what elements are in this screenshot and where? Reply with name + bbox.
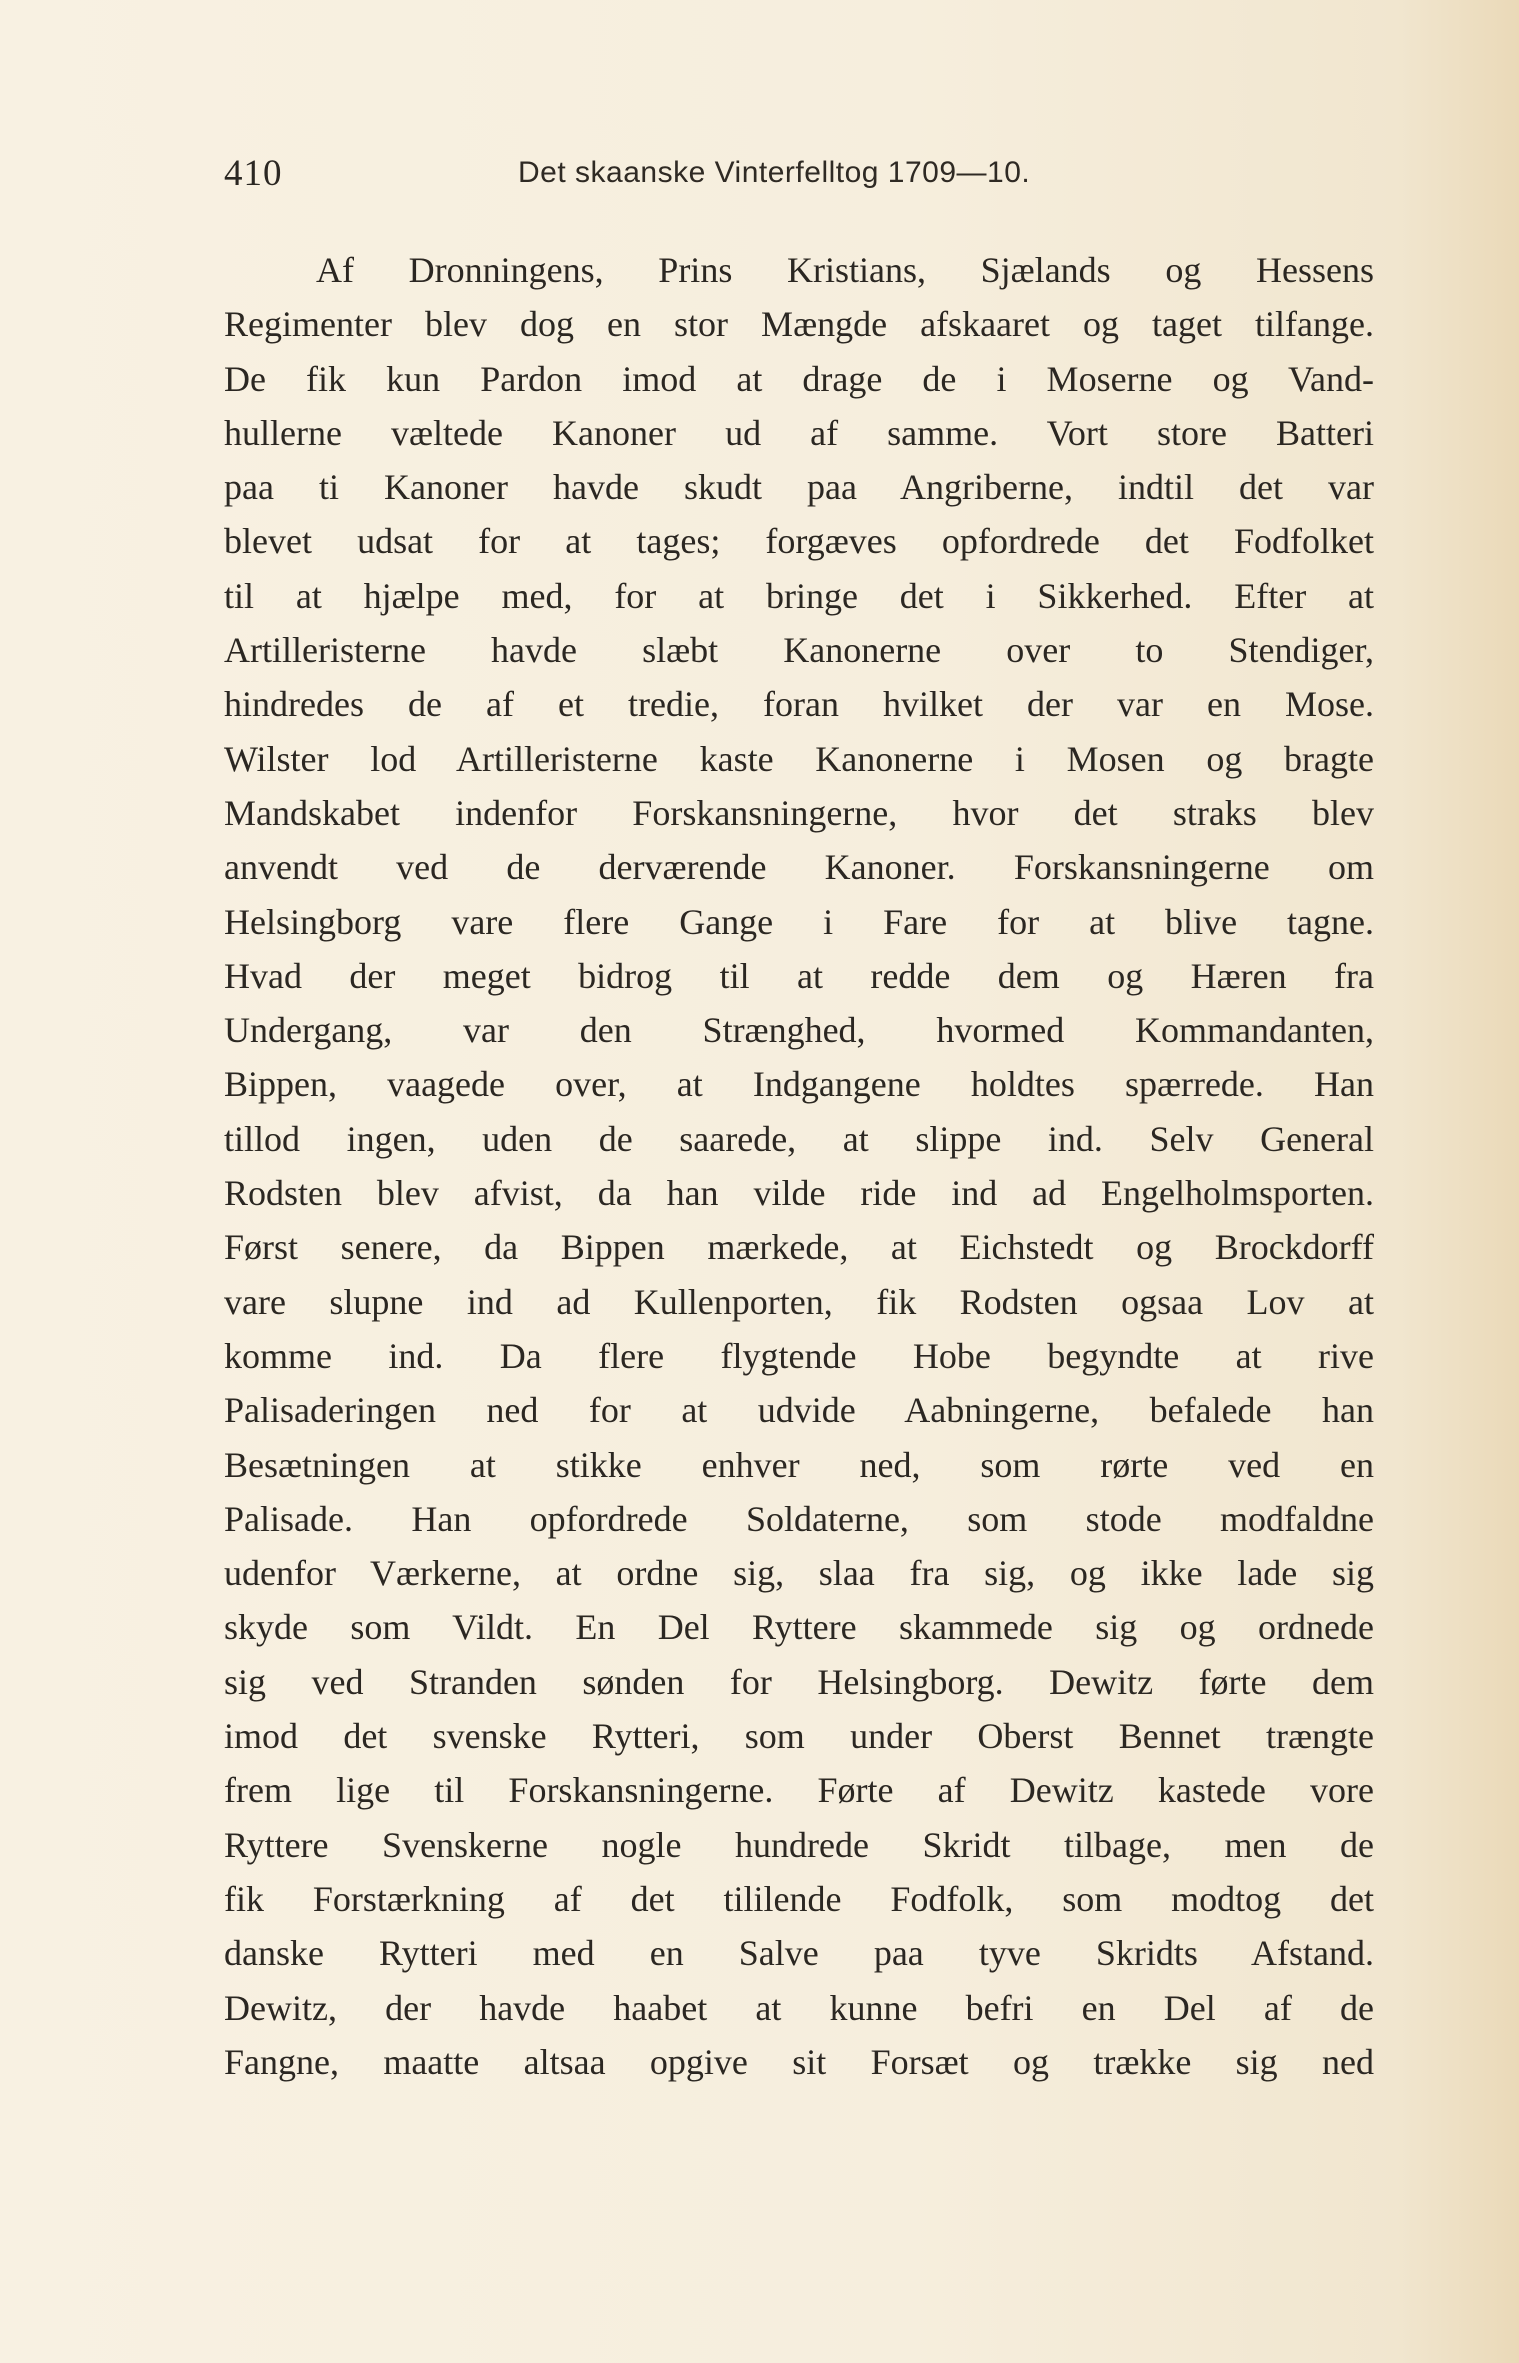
text-line: frem lige til Forskansningerne. Førte af Dewitz kastede vore: [224, 1770, 1374, 1811]
running-title: Det skaanske Vinterfelltog 1709—10.: [518, 156, 1031, 189]
text-line: Undergang, var den Strænghed, hvormed Kommandanten,: [224, 1010, 1374, 1051]
text-line: Besætningen at stikke enhver ned, som rørte ved en: [224, 1444, 1374, 1485]
text-line: Hvad der meget bidrog til at redde dem og Hæren fra: [224, 955, 1374, 996]
text-line: Fangne, maatte altsaa opgive sit Forsæt og trække sig ned: [224, 2041, 1374, 2082]
text-line: De fik kun Pardon imod at drage de i Moserne og Vand-: [224, 358, 1374, 399]
text-line: anvendt ved de derværende Kanoner. Forskansningerne om: [224, 847, 1374, 888]
text-line: skyde som Vildt. En Del Ryttere skammede sig og ordnede: [224, 1607, 1374, 1648]
page-header: [224, 148, 1384, 200]
text-line: Først senere, da Bippen mærkede, at Eichstedt og Brockdorff: [224, 1227, 1374, 1268]
text-line: Artilleristerne havde slæbt Kanonerne over to Stendiger,: [224, 630, 1374, 671]
text-line: Mandskabet indenfor Forskansningerne, hvor det straks blev: [224, 792, 1374, 833]
text-line: paa ti Kanoner havde skudt paa Angriberne, indtil det var: [224, 467, 1374, 508]
text-line: danske Rytteri med en Salve paa tyve Skridts Afstand.: [224, 1933, 1374, 1974]
text-line: blevet udsat for at tages; forgæves opfordrede det Fodfolket: [224, 521, 1374, 562]
text-line: Regimenter blev dog en stor Mængde afskaaret og taget tilfange.: [224, 304, 1374, 345]
text-line: hullerne væltede Kanoner ud af samme. Vort store Batteri: [224, 412, 1374, 453]
page-number: 410: [224, 153, 283, 194]
text-line: fik Forstærkning af det tililende Fodfolk, som modtog det: [224, 1878, 1374, 1919]
text-line: Rodsten blev afvist, da han vilde ride ind ad Engelholmsporten.: [224, 1173, 1374, 1214]
text-line: tillod ingen, uden de saarede, at slippe ind. Selv General: [224, 1118, 1374, 1159]
text-line: Dewitz, der havde haabet at kunne befri en Del af de: [224, 1987, 1374, 2028]
text-line: Bippen, vaagede over, at Indgangene holdtes spærrede. Han: [224, 1064, 1374, 1105]
text-line: imod det svenske Rytteri, som under Oberst Bennet trængte: [224, 1716, 1374, 1757]
text-line: sig ved Stranden sønden for Helsingborg. Dewitz førte dem: [224, 1661, 1374, 1702]
text-line: komme ind. Da flere flygtende Hobe begyndte at rive: [224, 1335, 1374, 1376]
text-line: til at hjælpe med, for at bringe det i Sikkerhed. Efter at: [224, 575, 1374, 616]
text-line: Wilster lod Artilleristerne kaste Kanonerne i Mosen og bragte: [224, 738, 1374, 779]
body-text: [224, 243, 1374, 2089]
text-line: Helsingborg vare flere Gange i Fare for at blive tagne.: [224, 901, 1374, 942]
text-line: Palisaderingen ned for at udvide Aabningerne, befalede han: [224, 1390, 1374, 1431]
text-line: vare slupne ind ad Kullenporten, fik Rodsten ogsaa Lov at: [224, 1281, 1374, 1322]
text-line: udenfor Værkerne, at ordne sig, slaa fra sig, og ikke lade sig: [224, 1553, 1374, 1594]
text-line: Ryttere Svenskerne nogle hundrede Skridt tilbage, men de: [224, 1824, 1374, 1865]
text-line: Af Dronningens, Prins Kristians, Sjælands og Hessens: [316, 250, 1374, 290]
text-line: Palisade. Han opfordrede Soldaterne, som stode modfaldne: [224, 1498, 1374, 1539]
text-line: hindredes de af et tredie, foran hvilket der var en Mose.: [224, 684, 1374, 725]
